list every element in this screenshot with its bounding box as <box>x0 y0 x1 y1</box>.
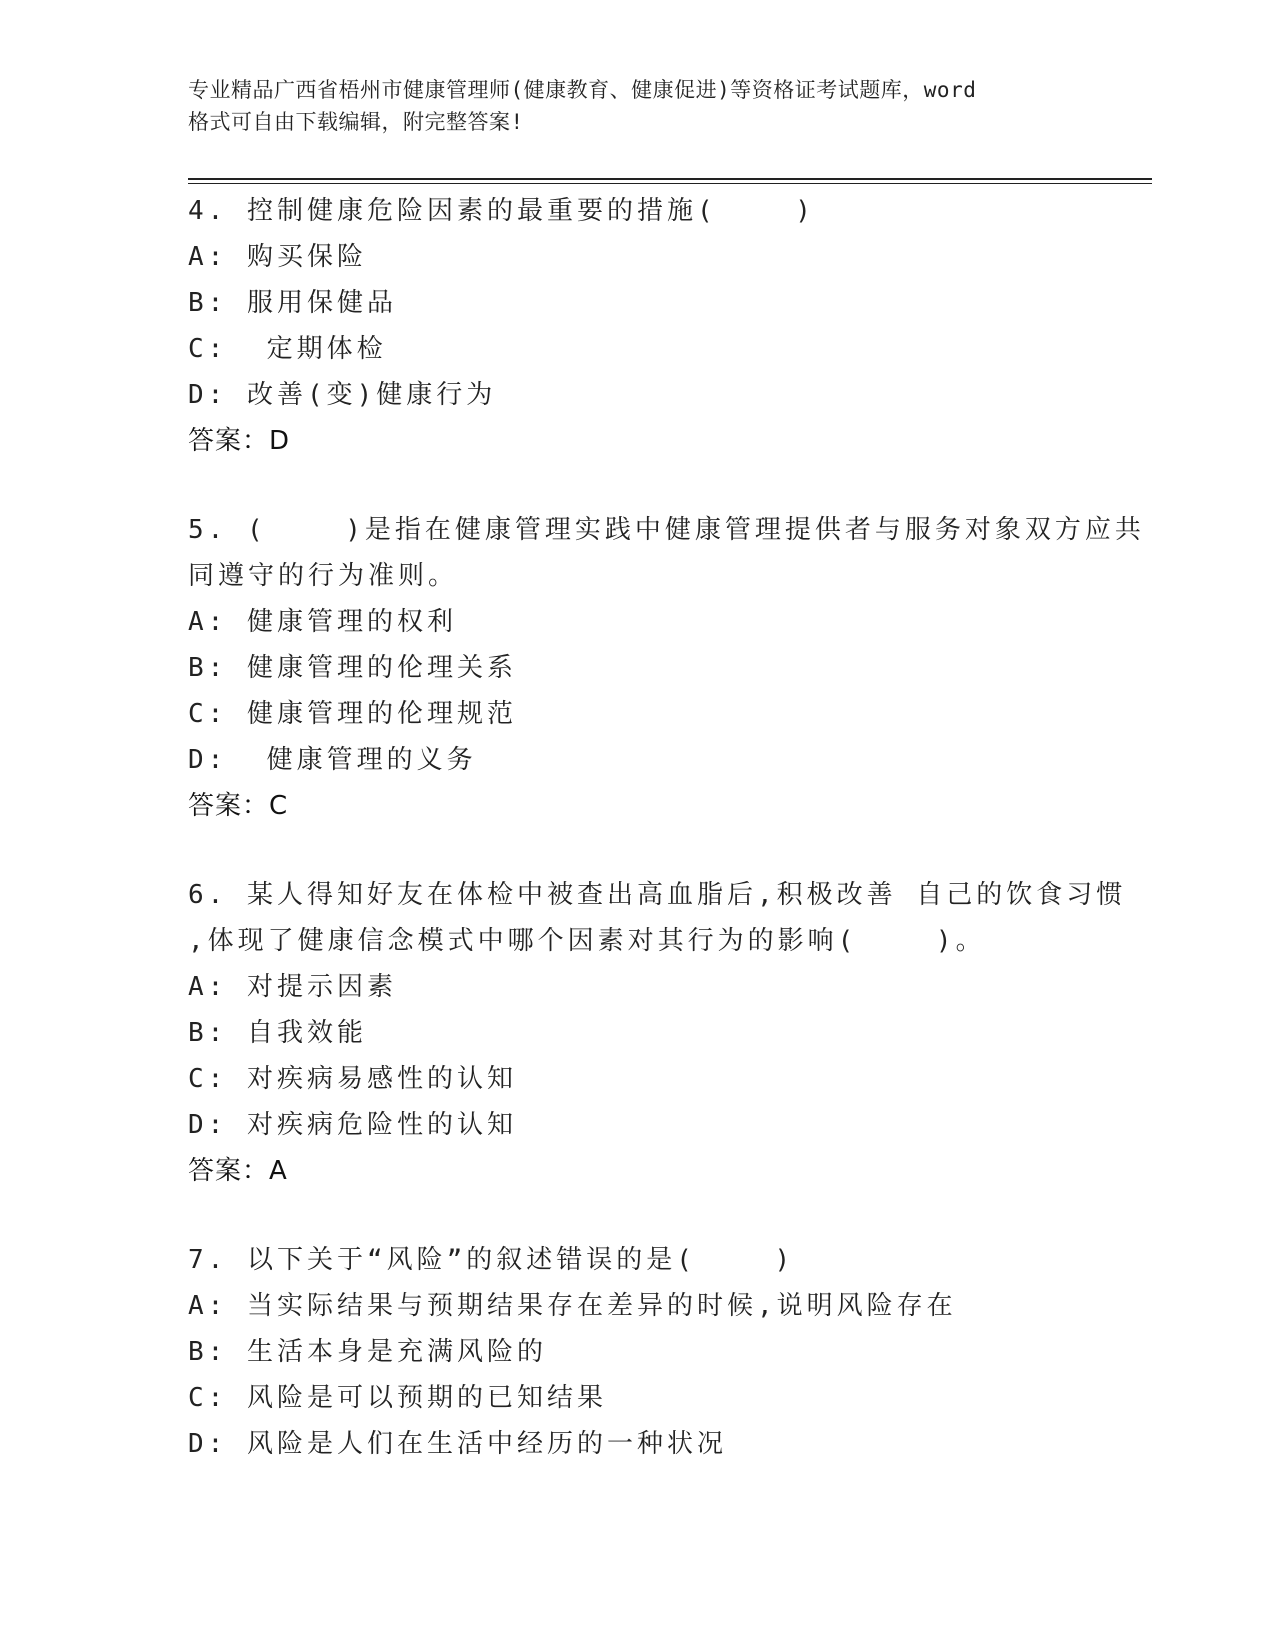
question-block <box>188 872 1127 1194</box>
option-a: A: 购买保险 <box>188 242 367 272</box>
option-b: B: 服用保健品 <box>188 288 397 318</box>
question-block <box>188 507 1145 829</box>
page-header <box>188 74 1088 138</box>
answer-label: 答案：A <box>188 1156 288 1186</box>
answer-label: 答案：C <box>188 791 289 821</box>
question-list <box>188 188 1145 1467</box>
answer-label: 答案：D <box>188 426 291 456</box>
question-stem: 5. ( )是指在健康管理实践中健康管理提供者与服务对象双方应共 <box>188 515 1145 545</box>
option-b: B: 自我效能 <box>188 1018 367 1048</box>
question-stem-continued: 同遵守的行为准则。 <box>188 561 459 591</box>
header-divider-thick <box>188 178 1152 180</box>
option-a: A: 对提示因素 <box>188 972 397 1002</box>
option-b: B: 健康管理的伦理关系 <box>188 653 517 683</box>
question-stem-continued: ,体现了健康信念模式中哪个因素对其行为的影响( )。 <box>188 926 986 956</box>
option-d: D: 改善(变)健康行为 <box>188 380 497 410</box>
option-c: C: 定期体检 <box>188 334 387 364</box>
option-c: C: 对疾病易感性的认知 <box>188 1064 517 1094</box>
option-b: B: 生活本身是充满风险的 <box>188 1337 547 1367</box>
question-stem: 6. 某人得知好友在体检中被查出高血脂后,积极改善 自己的饮食习惯 <box>188 880 1127 910</box>
option-d: D: 风险是人们在生活中经历的一种状况 <box>188 1429 727 1459</box>
question-stem: 7. 以下关于“风险”的叙述错误的是( ) <box>188 1245 795 1275</box>
header-divider-thin <box>188 183 1152 184</box>
option-a: A: 当实际结果与预期结果存在差异的时候,说明风险存在 <box>188 1291 957 1321</box>
option-d: D: 健康管理的义务 <box>188 745 477 775</box>
option-d: D: 对疾病危险性的认知 <box>188 1110 517 1140</box>
header-line-1: 专业精品广西省梧州市健康管理师(健康教育、健康促进)等资格证考试题库，word <box>188 78 977 102</box>
question-block <box>188 1237 1088 1467</box>
question-stem: 4. 控制健康危险因素的最重要的措施( ) <box>188 196 815 226</box>
option-a: A: 健康管理的权利 <box>188 607 457 637</box>
question-block <box>188 188 1088 464</box>
option-c: C: 风险是可以预期的已知结果 <box>188 1383 607 1413</box>
header-line-2: 格式可自由下载编辑，附完整答案! <box>188 110 524 134</box>
option-c: C: 健康管理的伦理规范 <box>188 699 517 729</box>
